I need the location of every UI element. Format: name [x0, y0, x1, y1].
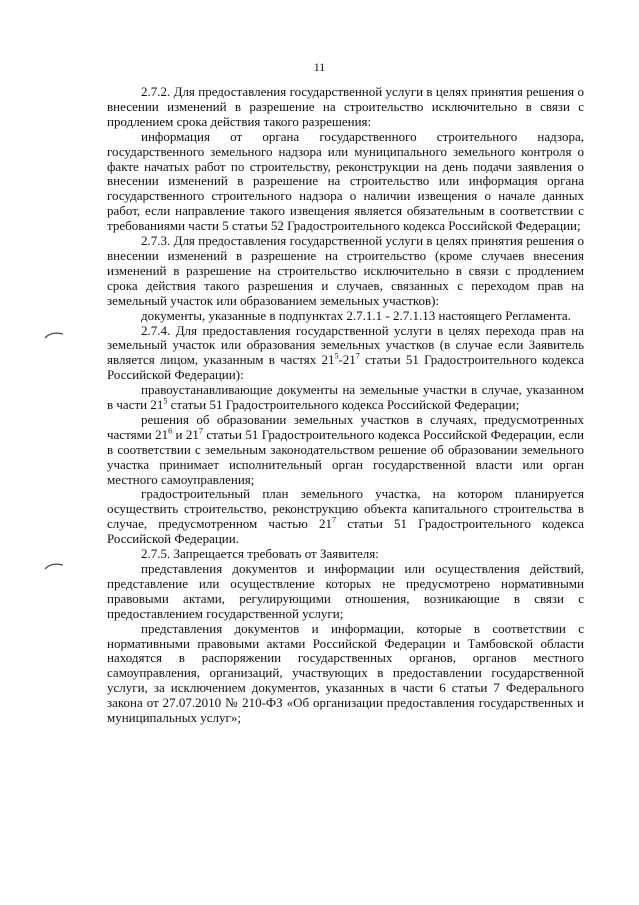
- paragraph: решения об образовании земельных участков в случаях, предусмотренных частями $21^6$ и $21^7$ статьи 51 Градостроительного кодекса Российской Федерации, если в соответствии с земельным законодательством решение об образовании земельного участка принимает исполнительный орган государственной власти или орган местного самоуправления;: [107, 411, 584, 487]
- paragraph: градостроительный план земельного участка, на котором планируется осуществить строительство, реконструкцию объекта капитального строительства в случае, предусмотренном частью $21^7$ статьи 51 Градостроительного кодекса Российской Федерации.: [107, 486, 584, 547]
- margin-mark: [44, 561, 64, 571]
- document-body: [107, 85, 584, 726]
- paragraph: 2.7.3. Для предоставления государственной услуги в целях принятия решения о внесении изменений в разрешение на строительство (кроме случаев внесения изменений в разрешение на строительство исключительно в связи с продлением срока действия такого разрешения и случаев, связанных с переходом прав на земельный участок или образованием земельных участков):: [107, 233, 584, 308]
- paragraph: информация от органа государственного строительного надзора, государственного земельного надзора или муниципального земельного контроля о факте начатых работ по строительству, реконструкции на день подачи заявления о внесении изменений в разрешение на строительство или информация органа государственного строительного надзора о наличии извещения о начале данных работ, если направление такого извещения является обязательным в соответствии с требованиями части 5 статьи 52 Градостроительного кодекса Российской Федерации;: [107, 128, 584, 234]
- paragraph: 2.7.4. Для предоставления государственной услуги в целях перехода прав на земельный участок или образования земельных участков (в случае если Заявитель является лицом, указанным в частях $21^5-21^7$ статьи 51 Градостроительного кодекса Российской Федерации):: [107, 322, 584, 383]
- paragraph: представления документов и информации, которые в соответствии с нормативными правовыми актами Российской Федерации и Тамбовской области находятся в распоряжении государственных органов, органов местного самоуправления, организаций, участвующих в предоставлении государственной услуги, за исключением документов, указанных в части 6 статьи 7 Федерального закона от 27.07.2010 № 210-ФЗ «Об организации предоставления государственных и муниципальных услуг»;: [107, 620, 584, 726]
- paragraph: представления документов и информации или осуществления действий, представление или осуществление которых не предусмотрено нормативными правовыми актами, регулирующими отношения, возникающие в связи с предоставлением государственной услуги;: [107, 561, 584, 621]
- margin-mark: [44, 330, 64, 340]
- paragraph: 2.7.5. Запрещается требовать от Заявителя:: [141, 546, 379, 562]
- paragraph: правоустанавливающие документы на земельные участки в случае, указанном в части $21^5$ статьи 51 Градостроительного кодекса Российской Федерации;: [107, 382, 584, 413]
- paragraph: документы, указанные в подпунктах 2.7.1.1 - 2.7.1.13 настоящего Регламента.: [141, 307, 571, 323]
- paragraph: 2.7.2. Для предоставления государственной услуги в целях принятия решения о внесении изменений в разрешение на строительство исключительно в связи с продлением срока действия такого разрешения:: [107, 84, 584, 129]
- page-number: 11: [313, 60, 326, 74]
